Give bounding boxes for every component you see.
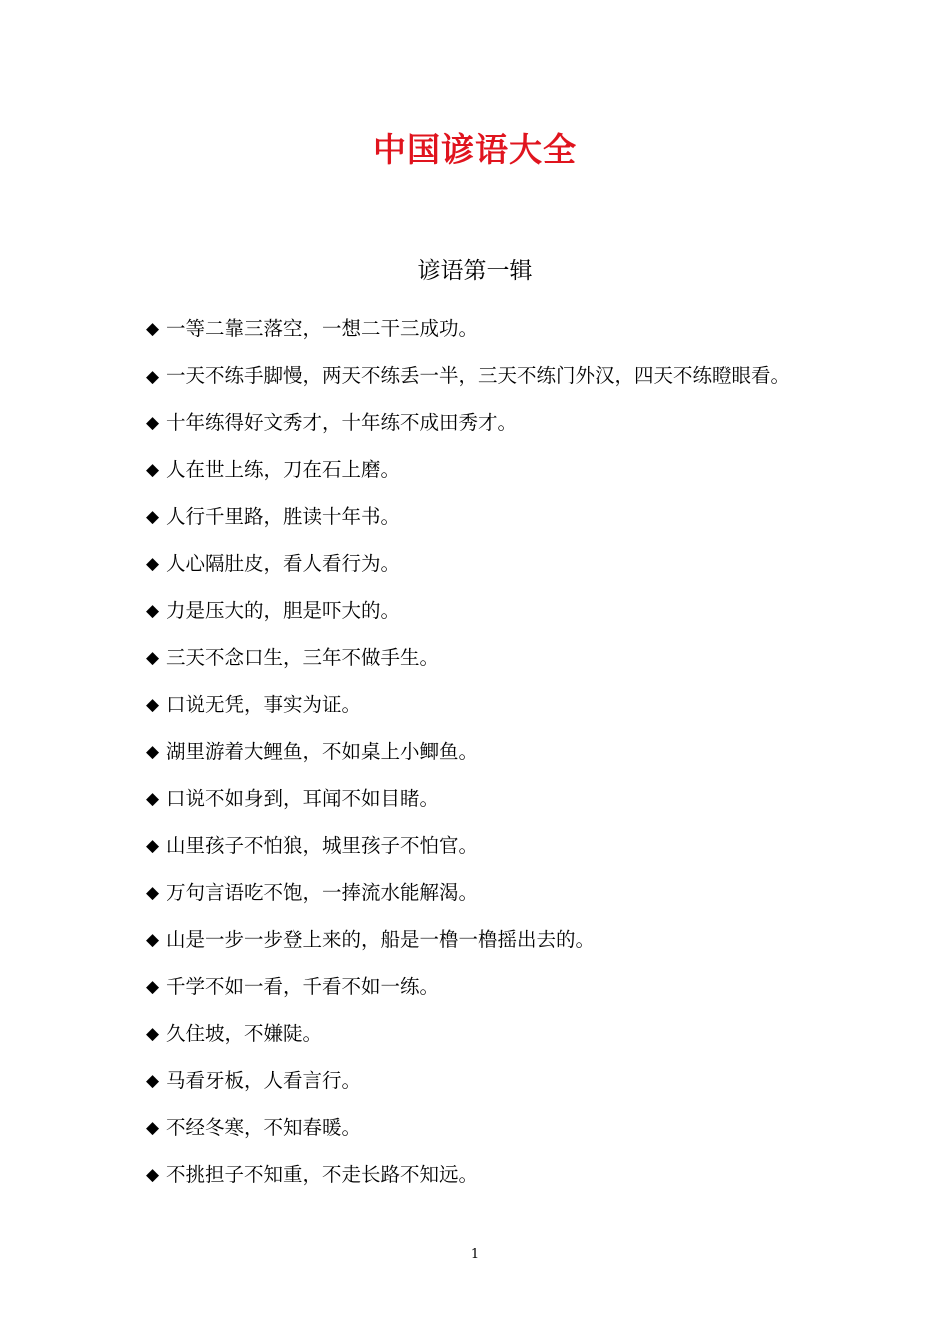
list-item — [146, 833, 814, 859]
list-item — [146, 927, 814, 953]
list-item — [146, 598, 814, 624]
list-item — [146, 1162, 814, 1188]
diamond-bullet-icon: ◆ — [146, 742, 160, 762]
proverb-list — [146, 316, 814, 1209]
list-item — [146, 739, 814, 765]
diamond-bullet-icon: ◆ — [146, 413, 160, 433]
proverb-text: 马看牙板，人看言行。 — [166, 1069, 362, 1092]
document-title: 中国谚语大全 — [373, 130, 577, 169]
diamond-bullet-icon: ◆ — [146, 554, 160, 574]
proverb-text: 口说不如身到，耳闻不如目睹。 — [166, 787, 440, 810]
section-heading: 谚语第一辑 — [417, 258, 533, 284]
list-item — [146, 316, 814, 342]
proverb-text: 人行千里路，胜读十年书。 — [166, 505, 401, 528]
list-item — [146, 457, 814, 483]
proverb-text: 久住坡，不嫌陡。 — [166, 1022, 323, 1045]
diamond-bullet-icon: ◆ — [146, 601, 160, 621]
list-item — [146, 551, 814, 577]
proverb-text: 人在世上练，刀在石上磨。 — [166, 458, 401, 481]
list-item — [146, 1115, 814, 1141]
proverb-text: 不经冬寒，不知春暖。 — [166, 1116, 362, 1139]
proverb-text: 千学不如一看，千看不如一练。 — [166, 975, 440, 998]
diamond-bullet-icon: ◆ — [146, 319, 160, 339]
proverb-text: 三天不念口生，三年不做手生。 — [166, 646, 440, 669]
diamond-bullet-icon: ◆ — [146, 1118, 160, 1138]
proverb-text: 不挑担子不知重，不走长路不知远。 — [166, 1163, 479, 1186]
proverb-text: 万句言语吃不饱，一捧流水能解渴。 — [166, 881, 479, 904]
proverb-text: 山是一步一步登上来的，船是一橹一橹摇出去的。 — [166, 928, 596, 951]
proverb-text: 人心隔肚皮，看人看行为。 — [166, 552, 401, 575]
proverb-text: 十年练得好文秀才，十年练不成田秀才。 — [166, 411, 518, 434]
proverb-text: 口说无凭，事实为证。 — [166, 693, 362, 716]
diamond-bullet-icon: ◆ — [146, 648, 160, 668]
proverb-text: 一天不练手脚慢，两天不练丢一半，三天不练门外汉，四天不练瞪眼看。 — [166, 364, 791, 387]
diamond-bullet-icon: ◆ — [146, 695, 160, 715]
list-item — [146, 410, 814, 436]
list-item — [146, 786, 814, 812]
proverb-text: 湖里游着大鲤鱼，不如桌上小鲫鱼。 — [166, 740, 479, 763]
list-item — [146, 645, 814, 671]
diamond-bullet-icon: ◆ — [146, 507, 160, 527]
diamond-bullet-icon: ◆ — [146, 1071, 160, 1091]
list-item — [146, 504, 814, 530]
diamond-bullet-icon: ◆ — [146, 977, 160, 997]
diamond-bullet-icon: ◆ — [146, 367, 160, 387]
diamond-bullet-icon: ◆ — [146, 836, 160, 856]
diamond-bullet-icon: ◆ — [146, 1165, 160, 1185]
proverb-text: 山里孩子不怕狼，城里孩子不怕官。 — [166, 834, 479, 857]
list-item — [146, 1068, 814, 1094]
page-number: 1 — [470, 1247, 480, 1262]
proverb-text: 一等二靠三落空，一想二干三成功。 — [166, 317, 479, 340]
list-item — [146, 1021, 814, 1047]
list-item — [146, 692, 814, 718]
list-item — [146, 974, 814, 1000]
list-item — [146, 363, 814, 390]
diamond-bullet-icon: ◆ — [146, 930, 160, 950]
list-item — [146, 880, 814, 906]
diamond-bullet-icon: ◆ — [146, 460, 160, 480]
diamond-bullet-icon: ◆ — [146, 1024, 160, 1044]
diamond-bullet-icon: ◆ — [146, 789, 160, 809]
proverb-text: 力是压大的，胆是吓大的。 — [166, 599, 401, 622]
diamond-bullet-icon: ◆ — [146, 883, 160, 903]
